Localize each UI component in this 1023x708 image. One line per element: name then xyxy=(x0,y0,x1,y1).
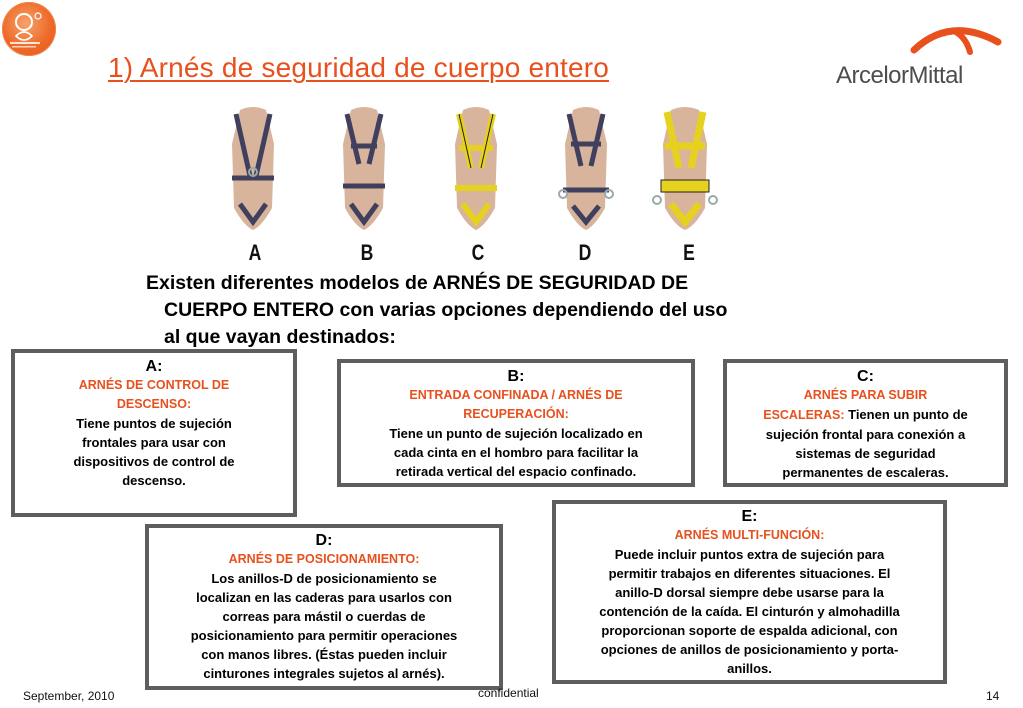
harness-box-b xyxy=(337,359,695,487)
box-c-subtitle-2: ESCALERAS: xyxy=(763,408,845,422)
box-e-body-5: proporcionan soporte de espalda adicional, con xyxy=(601,623,898,638)
intro-line-2: CUERPO ENTERO con varias opciones dependiendo del uso xyxy=(164,299,728,321)
box-e-subtitle: ARNÉS MULTI-FUNCIÓN: xyxy=(674,528,825,542)
box-c-heading: C: xyxy=(857,368,874,385)
harness-box-a xyxy=(11,349,297,517)
harness-c-image xyxy=(445,104,507,234)
harness-box-c xyxy=(723,359,1008,487)
harness-a-image xyxy=(222,104,284,234)
harness-label-b: B xyxy=(360,240,374,265)
intro-paragraph xyxy=(146,270,866,351)
box-a-body-3: dispositivos de control de xyxy=(73,454,235,469)
box-e-body-7: anillos. xyxy=(727,661,772,676)
harness-label-d: D xyxy=(578,240,592,265)
box-b-heading: B: xyxy=(507,368,525,385)
harness-label-c: C xyxy=(471,240,485,265)
box-d-body-3: correas para mástil o cuerdas de xyxy=(222,609,426,624)
box-b-subtitle-1: ENTRADA CONFINADA / ARNÉS DE xyxy=(409,388,623,402)
box-c-body-3: permanentes de escaleras. xyxy=(782,465,949,480)
harness-e-image xyxy=(651,104,719,234)
box-a-subtitle-1: ARNÉS DE CONTROL DE xyxy=(78,378,230,392)
box-a-body-1: Tiene puntos de sujeción xyxy=(76,416,232,431)
box-e-body-4: contención de la caída. El cinturón y almohadilla xyxy=(599,604,900,619)
company-emblem-icon xyxy=(2,2,56,56)
box-c-body-1: sujeción frontal para conexión a xyxy=(765,427,966,442)
box-d-body-1: Los anillos-D de posicionamiento se xyxy=(211,571,437,586)
harness-box-d xyxy=(145,524,503,690)
box-b-body-2: cada cinta en el hombro para facilitar la xyxy=(393,445,639,460)
box-d-body-2: localizan en las caderas para usarlos con xyxy=(196,590,452,605)
box-e-body-6: opciones de anillos de posicionamiento y porta- xyxy=(600,642,899,657)
logo-text: ArcelorMittal xyxy=(836,62,963,89)
box-a-heading: A: xyxy=(145,358,163,375)
box-d-heading: D: xyxy=(315,532,333,549)
intro-line-1: Existen diferentes modelos de ARNÉS DE SEGURIDAD DE xyxy=(146,272,689,294)
page-title: 1) Arnés de seguridad de cuerpo entero xyxy=(108,52,610,83)
box-b-subtitle-2: RECUPERACIÓN: xyxy=(463,407,569,421)
box-e-body-1: Puede incluir puntos extra de sujeción para xyxy=(614,547,885,562)
box-a-body-2: frontales para usar con xyxy=(82,435,226,450)
box-a-body-4: descenso. xyxy=(122,473,186,488)
harness-b-image xyxy=(333,104,395,234)
box-e-heading: E: xyxy=(741,508,758,525)
box-c-subtitle-line-2 xyxy=(727,405,1004,425)
footer-confidential: confidential xyxy=(478,686,539,700)
footer-page-number: 14 xyxy=(986,689,1000,703)
box-c-body-2: sistemas de seguridad xyxy=(795,446,936,461)
box-b-body-3: retirada vertical del espacio confinado. xyxy=(395,464,637,479)
harness-box-e xyxy=(552,500,947,684)
box-d-body-6: cinturones integrales sujetos al arnés). xyxy=(203,666,445,681)
box-d-body-5: con manos libres. (Éstas pueden incluir xyxy=(201,647,447,662)
harness-label-e: E xyxy=(683,240,695,265)
box-d-body-4: posicionamiento para permitir operaciones xyxy=(190,628,458,643)
arcelormittal-logo xyxy=(832,20,1002,90)
box-c-body-lead: Tienen un punto de xyxy=(844,407,968,422)
box-a-subtitle-2: DESCENSO: xyxy=(116,397,192,411)
box-b-body-1: Tiene un punto de sujeción localizado en xyxy=(389,426,643,441)
arcelormittal-swoosh-icon xyxy=(910,20,1002,56)
intro-line-3: al que vayan destinados: xyxy=(164,326,396,348)
footer-date: September, 2010 xyxy=(23,689,115,703)
box-e-body-3: anillo-D dorsal siempre debe usarse para la xyxy=(615,585,884,600)
box-c-subtitle-1: ARNÉS PARA SUBIR xyxy=(803,388,928,402)
box-e-body-2: permitir trabajos en diferentes situaciones. El xyxy=(608,566,891,581)
box-d-subtitle: ARNÉS DE POSICIONAMIENTO: xyxy=(228,552,420,566)
harness-label-a: A xyxy=(248,240,262,265)
harness-d-image xyxy=(555,104,617,234)
